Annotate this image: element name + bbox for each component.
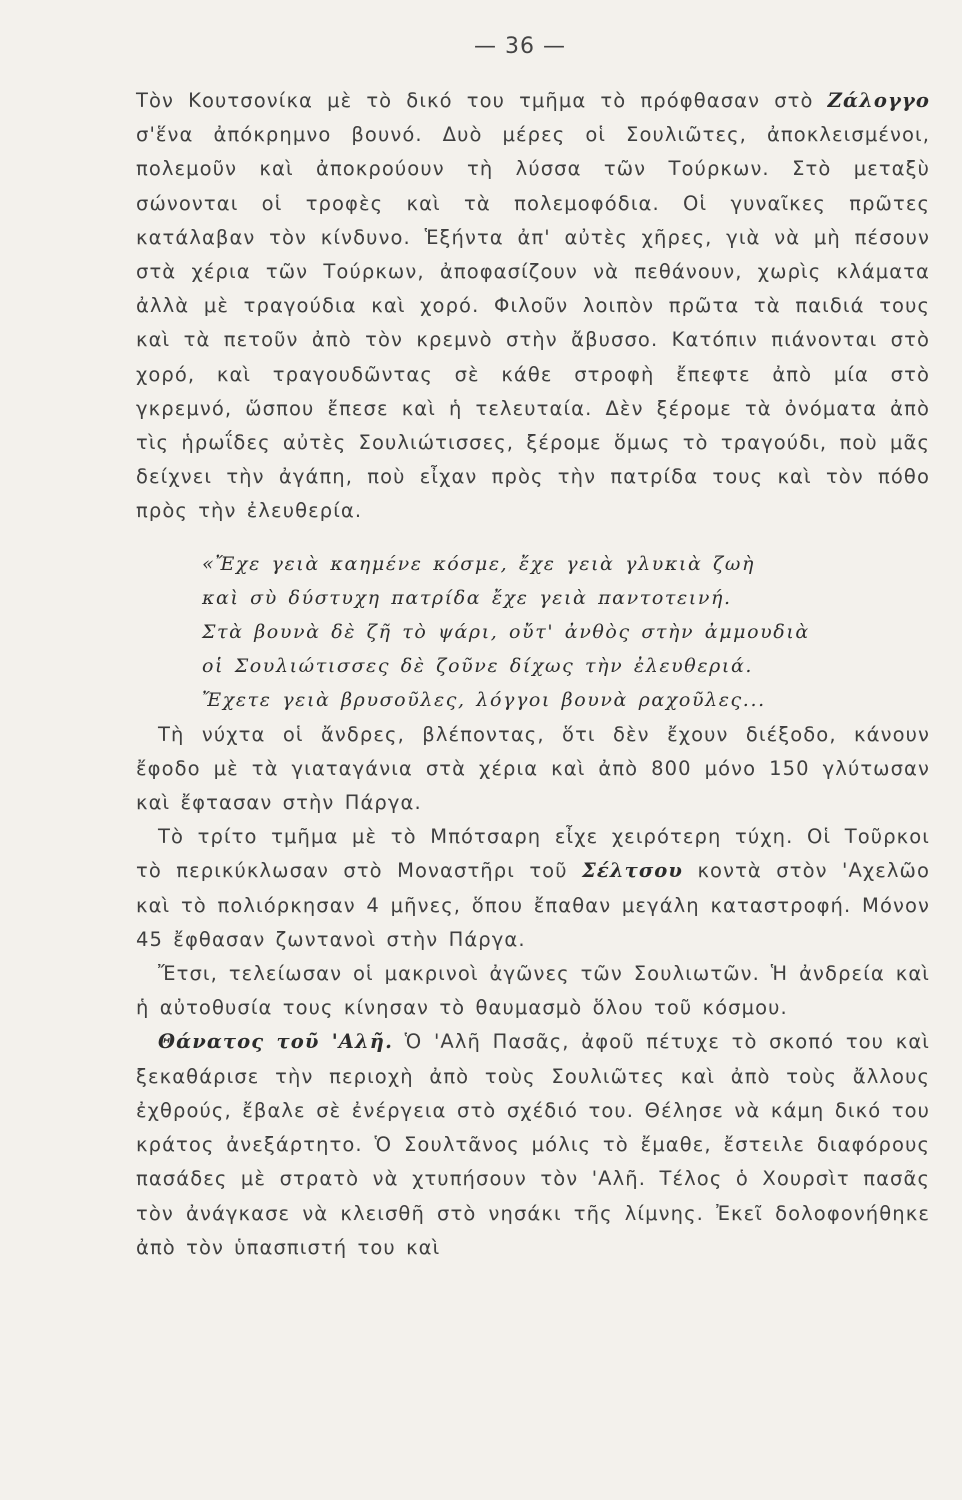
paragraph-zalongo-text-b: σ'ἕνα ἀπόκρημνο βουνό. Δυὸ μέρες οἱ Σουλιῶτες, ἀποκλεισμένοι, πολεμοῦν καὶ ἀποκρούουν τὴ λύσσα τῶν Τούρκων. Στὸ μεταξὺ σώνονται οἱ τροφὲς καὶ τὰ πολεμοφόδια. Οἱ γυναῖκες πρῶτες κατάλαβαν τὸν κίνδυνο. Ἑξήντα ἀπ' αὐτὲς χῆρες, γιὰ νὰ μὴ πέσουν στὰ χέρια τῶν Τούρκων, ἀποφασίζουν νὰ πεθάνουν, χωρὶς κλάματα ἀλλὰ μὲ τραγούδια καὶ χορό. Φιλοῦν λοιπὸν πρῶτα τὰ παιδιά τους καὶ τὰ πετοῦν ἀπὸ τὸν κρεμνὸ στὴν ἄβυσσο. Κατόπιν πιάνονται στὸ χορό, καὶ τραγουδῶντας σὲ κάθε στροφὴ ἔπεφτε ἀπὸ μία στὸ γκρεμνό, ὥσπου ἔπεσε καὶ ἡ τελευταία. Δὲν ξέρομε τὰ ὀνόματα ἀπὸ τὶς ἡρωΐδες αὐτὲς Σουλιώτισσες, ξέρομε ὅμως τὸ τραγούδι, ποὺ μᾶς δείχνει τὴν ἀγάπη, ποὺ εἶχαν πρὸς τὴν πατρίδα τους καὶ τὸν πόθο πρὸς τὴν ἐλευθερία. (136, 123, 930, 523)
paragraph-zalongo-text-a: Τὸν Κουτσονίκα μὲ τὸ δικό του τμῆμα τὸ πρόφθασαν στὸ (136, 89, 828, 112)
paragraph-third-unit (136, 820, 930, 957)
poem (202, 547, 930, 718)
paragraph-end-of-struggles: Ἔτσι, τελείωσαν οἱ μακρινοὶ ἀγῶνες τῶν Σουλιωτῶν. Ἡ ἀνδρεία καὶ ἡ αὐτοθυσία τους κίνησαν τὸ θαυμασμὸ ὅλου τοῦ κόσμου. (136, 962, 930, 1020)
page-number: — 36 — (474, 34, 566, 59)
paragraph-death-of-ali (136, 1025, 930, 1264)
poem-line: Ἔχετε γειὰ βρυσοῦλες, λόγγοι βουνὰ ραχοῦλες... (202, 689, 766, 712)
paragraph-third-unit-text-a: Τὸ τρίτο τμῆμα μὲ τὸ Μπότσαρη εἶχε χειρότερη τύχη. Οἱ Τοῦρκοι τὸ περικύκλωσαν στὸ Μοναστῆρι τοῦ (136, 825, 930, 883)
paragraph-night-sortie: Τὴ νύχτα οἱ ἄνδρες, βλέποντας, ὅτι δὲν ἔχουν διέξοδο, κάνουν ἔφοδο μὲ τὰ γιαταγάνια στὰ χέρια καὶ ἀπὸ 800 μόνο 150 γλύτωσαν καὶ ἔφτασαν στὴν Πάργα. (136, 722, 930, 815)
poem-line: οἱ Σουλιώτισσες δὲ ζοῦνε δίχως τὴν ἐλευθεριά. (202, 655, 754, 678)
paragraph-death-of-ali-text: Ὁ 'Αλῆ Πασᾶς, ἀφοῦ πέτυχε τὸ σκοπό του καὶ ξεκαθάρισε τὴν περιοχὴ ἀπὸ τοὺς Σουλιῶτες καὶ ἀπὸ τοὺς ἄλλους ἐχθρούς, ἔβαλε σὲ ἐνέργεια στὸ σχέδιό του. Θέλησε νὰ κάμη δικό του κράτος ἀνεξάρτητο. Ὁ Σουλτᾶνος μόλις τὸ ἔμαθε, ἔστειλε διαφόρους πασάδες μὲ στρατὸ νὰ χτυπήσουν τὸν 'Αλῆ. Τέλος ὁ Χουρσὶτ πασᾶς τὸν ἀνάγκασε νὰ κλεισθῆ στὸ νησάκι τῆς λίμνης. Ἐκεῖ δολοφονήθηκε ἀπὸ τὸν ὑπασπιστή του καὶ (136, 1030, 930, 1259)
paragraph-zalongo (136, 84, 930, 529)
place-name-zalongo: Ζάλογγο (827, 89, 930, 112)
poem-line: «Ἔχε γειὰ καημένε κόσμε, ἔχε γειὰ γλυκιὰ ζωὴ (202, 552, 756, 575)
body-text (136, 84, 930, 1265)
poem-line: καὶ σὺ δύστυχη πατρίδα ἔχε γειὰ παντοτεινή. (202, 586, 732, 609)
poem-line: Στὰ βουνὰ δὲ ζῆ τὸ ψάρι, οὔτ' ἀνθὸς στὴν ἀμμουδιὰ (202, 621, 810, 644)
section-heading-death-of-ali: Θάνατος τοῦ 'Αλῆ. (158, 1030, 393, 1054)
place-name-seltsou: Σέλτσου (582, 859, 684, 883)
paragraph-third-unit-text-b: κοντὰ στὸν 'Αχελῶο καὶ τὸ πολιόρκησαν 4 μῆνες, ὅπου ἔπαθαν μεγάλη καταστροφή. Μόνον 45 ἔφθασαν ζωντανοὶ στὴν Πάργα. (136, 859, 930, 951)
